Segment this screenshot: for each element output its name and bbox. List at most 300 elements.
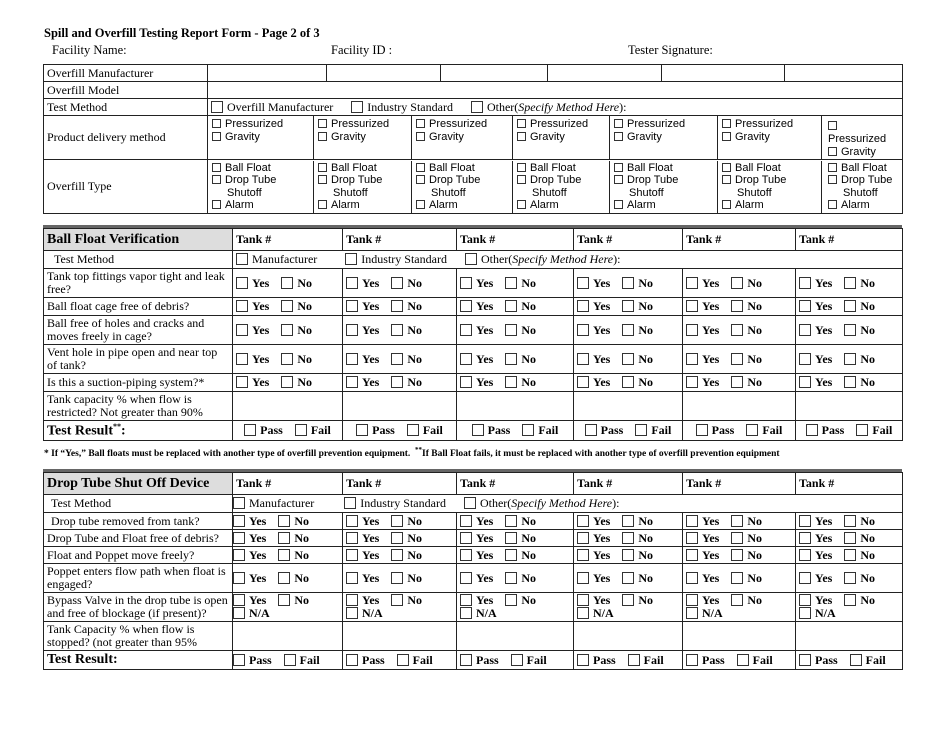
fail-checkbox[interactable] bbox=[284, 654, 296, 666]
pass-checkbox[interactable] bbox=[233, 654, 245, 666]
no-checkbox[interactable] bbox=[622, 549, 634, 561]
overfill-manufacturer-cell[interactable] bbox=[785, 65, 903, 82]
ball-float-checkbox[interactable] bbox=[722, 163, 731, 172]
pass-fail-cell bbox=[574, 651, 683, 670]
yes-label: Yes bbox=[252, 275, 270, 290]
gravity-checkbox[interactable] bbox=[212, 132, 221, 141]
no-checkbox[interactable] bbox=[278, 515, 290, 527]
other-method-checkbox[interactable] bbox=[464, 497, 476, 509]
yes-checkbox[interactable] bbox=[460, 532, 472, 544]
overfill-type-cell bbox=[717, 161, 821, 213]
yes-checkbox[interactable] bbox=[346, 572, 358, 584]
no-checkbox[interactable] bbox=[731, 515, 743, 527]
yes-checkbox[interactable] bbox=[577, 376, 589, 388]
capacity-input-cell[interactable] bbox=[233, 622, 343, 651]
ball-float-checkbox[interactable] bbox=[614, 163, 623, 172]
no-checkbox[interactable] bbox=[844, 515, 856, 527]
option-label: Drop Tube bbox=[331, 174, 383, 186]
yes-checkbox[interactable] bbox=[233, 594, 245, 606]
yes-checkbox[interactable] bbox=[686, 277, 698, 289]
yes-checkbox[interactable] bbox=[686, 324, 698, 336]
pass-label: Pass bbox=[249, 652, 272, 667]
no-checkbox[interactable] bbox=[505, 549, 517, 561]
option-label: Ball Float bbox=[735, 161, 781, 174]
yes-no-na-cell bbox=[683, 593, 796, 622]
no-checkbox[interactable] bbox=[731, 376, 743, 388]
no-checkbox[interactable] bbox=[622, 376, 634, 388]
yes-checkbox[interactable] bbox=[577, 353, 589, 365]
yes-checkbox[interactable] bbox=[577, 277, 589, 289]
na-label: N/A bbox=[476, 606, 497, 620]
drop-tube-checkbox[interactable] bbox=[517, 175, 526, 184]
yes-checkbox[interactable] bbox=[799, 549, 811, 561]
capacity-input-cell[interactable] bbox=[796, 622, 903, 651]
pressurized-checkbox[interactable] bbox=[828, 121, 837, 130]
yes-checkbox[interactable] bbox=[577, 324, 589, 336]
yes-checkbox[interactable] bbox=[686, 594, 698, 606]
test-result-row bbox=[44, 421, 903, 441]
industry-standard-checkbox[interactable] bbox=[344, 497, 356, 509]
overfill-type-label: Overfill Type bbox=[44, 160, 208, 214]
no-checkbox[interactable] bbox=[391, 549, 403, 561]
capacity-input-cell[interactable] bbox=[457, 622, 574, 651]
yes-checkbox[interactable] bbox=[686, 353, 698, 365]
no-checkbox[interactable] bbox=[622, 515, 634, 527]
fail-checkbox[interactable] bbox=[295, 424, 307, 436]
no-checkbox[interactable] bbox=[278, 572, 290, 584]
yes-checkbox[interactable] bbox=[460, 594, 472, 606]
no-checkbox[interactable] bbox=[844, 572, 856, 584]
overfill-model-cell[interactable] bbox=[208, 82, 903, 99]
yes-checkbox[interactable] bbox=[346, 376, 358, 388]
yes-checkbox[interactable] bbox=[346, 277, 358, 289]
no-checkbox[interactable] bbox=[391, 277, 403, 289]
yes-checkbox[interactable] bbox=[799, 324, 811, 336]
yes-checkbox[interactable] bbox=[799, 300, 811, 312]
overfill-model-label: Overfill Model bbox=[44, 82, 208, 99]
no-checkbox[interactable] bbox=[505, 532, 517, 544]
no-label: No bbox=[638, 570, 654, 585]
fail-checkbox[interactable] bbox=[746, 424, 758, 436]
no-checkbox[interactable] bbox=[505, 277, 517, 289]
yes-checkbox[interactable] bbox=[236, 300, 248, 312]
manufacturer-checkbox[interactable] bbox=[236, 253, 248, 265]
yes-checkbox[interactable] bbox=[799, 572, 811, 584]
overfill-manufacturer-cell[interactable] bbox=[548, 65, 662, 82]
no-label: No bbox=[860, 570, 876, 585]
capacity-input-cell[interactable] bbox=[343, 392, 457, 421]
no-checkbox[interactable] bbox=[731, 324, 743, 336]
no-label: No bbox=[747, 299, 763, 313]
no-checkbox[interactable] bbox=[281, 353, 293, 365]
pass-checkbox[interactable] bbox=[356, 424, 368, 436]
pass-label: Pass bbox=[821, 423, 845, 437]
drop-tube-checkbox[interactable] bbox=[212, 175, 221, 184]
industry-standard-checkbox[interactable] bbox=[345, 253, 357, 265]
no-checkbox[interactable] bbox=[844, 594, 856, 606]
no-checkbox[interactable] bbox=[278, 549, 290, 561]
yes-checkbox[interactable] bbox=[346, 324, 358, 336]
no-label: No bbox=[521, 593, 537, 607]
yes-no-cell bbox=[233, 269, 343, 298]
capacity-input-cell[interactable] bbox=[574, 392, 683, 421]
alarm-checkbox[interactable] bbox=[416, 200, 425, 209]
option-label: ): bbox=[613, 252, 621, 266]
pass-checkbox[interactable] bbox=[577, 654, 589, 666]
option-label: Pressurized bbox=[429, 118, 488, 130]
gravity-checkbox[interactable] bbox=[828, 147, 837, 156]
ball-float-table bbox=[43, 228, 903, 441]
question-row bbox=[44, 564, 903, 593]
no-checkbox[interactable] bbox=[731, 549, 743, 561]
no-checkbox[interactable] bbox=[391, 353, 403, 365]
no-checkbox[interactable] bbox=[844, 549, 856, 561]
no-checkbox[interactable] bbox=[622, 324, 634, 336]
capacity-input-cell[interactable] bbox=[574, 622, 683, 651]
yes-checkbox[interactable] bbox=[346, 353, 358, 365]
no-checkbox[interactable] bbox=[278, 532, 290, 544]
no-checkbox[interactable] bbox=[505, 572, 517, 584]
question-label: Drop tube removed from tank? bbox=[44, 513, 233, 530]
alarm-checkbox[interactable] bbox=[318, 200, 327, 209]
yes-checkbox[interactable] bbox=[236, 277, 248, 289]
option-label: Other( bbox=[486, 99, 519, 114]
option-label: Ball Float bbox=[225, 161, 271, 174]
pressurized-checkbox[interactable] bbox=[212, 119, 221, 128]
no-checkbox[interactable] bbox=[731, 532, 743, 544]
yes-checkbox[interactable] bbox=[686, 532, 698, 544]
yes-checkbox[interactable] bbox=[577, 594, 589, 606]
option-label: Gravity bbox=[735, 131, 770, 143]
question-label: Tank Capacity % when flow is stopped? (not greater than 95% bbox=[44, 622, 233, 651]
na-checkbox[interactable] bbox=[233, 607, 245, 619]
yes-label: Yes bbox=[249, 593, 267, 607]
yes-checkbox[interactable] bbox=[799, 515, 811, 527]
yes-checkbox[interactable] bbox=[460, 572, 472, 584]
no-checkbox[interactable] bbox=[844, 353, 856, 365]
manufacturer-checkbox[interactable] bbox=[233, 497, 245, 509]
yes-checkbox[interactable] bbox=[577, 532, 589, 544]
yes-checkbox[interactable] bbox=[577, 300, 589, 312]
no-label: No bbox=[407, 530, 423, 545]
pass-label: Pass bbox=[711, 423, 735, 437]
overfill-manufacturer-cell[interactable] bbox=[327, 65, 441, 82]
fail-checkbox[interactable] bbox=[407, 424, 419, 436]
pressurized-checkbox[interactable] bbox=[416, 119, 425, 128]
fail-label: Fail bbox=[310, 423, 331, 437]
pass-checkbox[interactable] bbox=[472, 424, 484, 436]
no-checkbox[interactable] bbox=[731, 277, 743, 289]
yes-label: Yes bbox=[252, 299, 270, 313]
yes-checkbox[interactable] bbox=[236, 324, 248, 336]
yes-checkbox[interactable] bbox=[460, 353, 472, 365]
yes-checkbox[interactable] bbox=[577, 515, 589, 527]
capacity-input-cell[interactable] bbox=[343, 622, 457, 651]
ball-float-checkbox[interactable] bbox=[212, 163, 221, 172]
yes-checkbox[interactable] bbox=[686, 572, 698, 584]
drop-tube-table bbox=[43, 472, 903, 670]
no-checkbox[interactable] bbox=[281, 277, 293, 289]
no-label: No bbox=[860, 513, 876, 528]
no-checkbox[interactable] bbox=[731, 594, 743, 606]
no-checkbox[interactable] bbox=[505, 324, 517, 336]
tank-number-header: Tank # bbox=[796, 473, 903, 495]
no-checkbox[interactable] bbox=[844, 376, 856, 388]
no-label: No bbox=[747, 351, 763, 366]
drop-tube-checkbox[interactable] bbox=[416, 175, 425, 184]
no-checkbox[interactable] bbox=[281, 376, 293, 388]
no-checkbox[interactable] bbox=[391, 572, 403, 584]
yes-checkbox[interactable] bbox=[233, 549, 245, 561]
fail-checkbox[interactable] bbox=[628, 654, 640, 666]
drop-tube-checkbox[interactable] bbox=[722, 175, 731, 184]
yes-checkbox[interactable] bbox=[799, 594, 811, 606]
na-checkbox[interactable] bbox=[460, 607, 472, 619]
pass-label: Pass bbox=[702, 652, 725, 667]
other-method-checkbox[interactable] bbox=[471, 101, 483, 113]
capacity-input-cell[interactable] bbox=[457, 392, 574, 421]
no-label: No bbox=[294, 513, 310, 528]
no-checkbox[interactable] bbox=[622, 277, 634, 289]
no-checkbox[interactable] bbox=[731, 572, 743, 584]
pass-checkbox[interactable] bbox=[346, 654, 358, 666]
overfill-manufacturer-row bbox=[44, 65, 903, 82]
na-checkbox[interactable] bbox=[799, 607, 811, 619]
pressurized-checkbox[interactable] bbox=[614, 119, 623, 128]
yes-checkbox[interactable] bbox=[577, 549, 589, 561]
no-checkbox[interactable] bbox=[391, 324, 403, 336]
overfill-manufacturer-cell[interactable] bbox=[662, 65, 785, 82]
yes-checkbox[interactable] bbox=[346, 300, 358, 312]
no-checkbox[interactable] bbox=[505, 376, 517, 388]
option-label: Industry Standard bbox=[367, 99, 453, 114]
yes-checkbox[interactable] bbox=[346, 515, 358, 527]
question-label: Tank top fittings vapor tight and leak free? bbox=[44, 269, 233, 298]
fail-checkbox[interactable] bbox=[856, 424, 868, 436]
gravity-checkbox[interactable] bbox=[614, 132, 623, 141]
yes-no-cell bbox=[457, 547, 574, 564]
gravity-checkbox[interactable] bbox=[517, 132, 526, 141]
option-label: Manufacturer bbox=[249, 496, 315, 510]
no-checkbox[interactable] bbox=[622, 300, 634, 312]
drop-tube-checkbox[interactable] bbox=[828, 175, 837, 184]
pass-checkbox[interactable] bbox=[244, 424, 256, 436]
yes-checkbox[interactable] bbox=[236, 376, 248, 388]
yes-no-na-cell bbox=[457, 593, 574, 622]
gravity-checkbox[interactable] bbox=[318, 132, 327, 141]
na-checkbox[interactable] bbox=[346, 607, 358, 619]
question-row bbox=[44, 593, 903, 622]
capacity-input-cell[interactable] bbox=[683, 392, 796, 421]
no-checkbox[interactable] bbox=[505, 353, 517, 365]
overfill-type-row bbox=[44, 160, 903, 214]
yes-no-cell bbox=[343, 513, 457, 530]
option-label: Alarm bbox=[331, 199, 360, 211]
fail-checkbox[interactable] bbox=[522, 424, 534, 436]
fail-label: Fail bbox=[762, 423, 783, 437]
no-checkbox[interactable] bbox=[622, 353, 634, 365]
na-checkbox[interactable] bbox=[686, 607, 698, 619]
tank-number-header: Tank # bbox=[457, 229, 574, 251]
yes-checkbox[interactable] bbox=[236, 353, 248, 365]
drop-tube-test-method-options bbox=[233, 495, 903, 513]
no-checkbox[interactable] bbox=[278, 594, 290, 606]
yes-checkbox[interactable] bbox=[686, 300, 698, 312]
fail-checkbox[interactable] bbox=[511, 654, 523, 666]
drop-tube-header-row bbox=[44, 473, 903, 495]
no-label: No bbox=[297, 351, 313, 366]
other-method-checkbox[interactable] bbox=[465, 253, 477, 265]
yes-checkbox[interactable] bbox=[346, 549, 358, 561]
yes-checkbox[interactable] bbox=[460, 549, 472, 561]
no-checkbox[interactable] bbox=[622, 594, 634, 606]
fail-checkbox[interactable] bbox=[635, 424, 647, 436]
no-checkbox[interactable] bbox=[622, 572, 634, 584]
yes-checkbox[interactable] bbox=[799, 376, 811, 388]
ball-float-checkbox[interactable] bbox=[828, 163, 837, 172]
no-checkbox[interactable] bbox=[391, 376, 403, 388]
gravity-checkbox[interactable] bbox=[416, 132, 425, 141]
yes-label: Yes bbox=[362, 351, 380, 366]
yes-no-cell bbox=[343, 269, 457, 298]
yes-checkbox[interactable] bbox=[233, 515, 245, 527]
yes-no-cell bbox=[683, 316, 796, 345]
yes-label: Yes bbox=[249, 570, 267, 585]
yes-label: Yes bbox=[362, 547, 380, 562]
overfill-manufacturer-checkbox[interactable] bbox=[211, 101, 223, 113]
yes-no-cell bbox=[457, 513, 574, 530]
alarm-checkbox[interactable] bbox=[614, 200, 623, 209]
drop-tube-checkbox[interactable] bbox=[614, 175, 623, 184]
yes-checkbox[interactable] bbox=[233, 532, 245, 544]
alarm-checkbox[interactable] bbox=[722, 200, 731, 209]
yes-no-cell bbox=[796, 564, 903, 593]
test-result-sup: ** bbox=[113, 421, 121, 431]
fail-checkbox[interactable] bbox=[737, 654, 749, 666]
no-checkbox[interactable] bbox=[391, 515, 403, 527]
yes-checkbox[interactable] bbox=[686, 515, 698, 527]
no-checkbox[interactable] bbox=[391, 532, 403, 544]
alarm-checkbox[interactable] bbox=[828, 200, 837, 209]
pressurized-checkbox[interactable] bbox=[517, 119, 526, 128]
yes-label: Yes bbox=[362, 513, 380, 528]
overfill-type-cell bbox=[609, 161, 717, 213]
yes-checkbox[interactable] bbox=[577, 572, 589, 584]
ball-float-checkbox[interactable] bbox=[517, 163, 526, 172]
yes-checkbox[interactable] bbox=[686, 549, 698, 561]
overfill-manufacturer-label: Overfill Manufacturer bbox=[44, 65, 208, 82]
no-label: No bbox=[747, 513, 763, 528]
yes-checkbox[interactable] bbox=[799, 277, 811, 289]
capacity-input-cell[interactable] bbox=[233, 392, 343, 421]
na-checkbox[interactable] bbox=[577, 607, 589, 619]
pass-checkbox[interactable] bbox=[799, 654, 811, 666]
delivery-cell bbox=[208, 116, 313, 159]
option-label: Ball Float bbox=[429, 161, 475, 174]
industry-standard-checkbox[interactable] bbox=[351, 101, 363, 113]
yes-label: Yes bbox=[249, 547, 267, 562]
pass-checkbox[interactable] bbox=[806, 424, 818, 436]
no-checkbox[interactable] bbox=[844, 532, 856, 544]
alarm-checkbox[interactable] bbox=[212, 200, 221, 209]
yes-checkbox[interactable] bbox=[460, 324, 472, 336]
tank-number-header: Tank # bbox=[233, 229, 343, 251]
option-label: Industry Standard bbox=[360, 496, 446, 510]
no-checkbox[interactable] bbox=[731, 300, 743, 312]
no-label: No bbox=[521, 530, 537, 545]
yes-checkbox[interactable] bbox=[799, 532, 811, 544]
yes-checkbox[interactable] bbox=[233, 572, 245, 584]
yes-no-cell bbox=[796, 547, 903, 564]
yes-checkbox[interactable] bbox=[686, 376, 698, 388]
yes-no-cell bbox=[683, 269, 796, 298]
option-label: Industry Standard bbox=[361, 252, 447, 266]
no-checkbox[interactable] bbox=[505, 515, 517, 527]
yes-label: Yes bbox=[593, 570, 611, 585]
yes-checkbox[interactable] bbox=[460, 376, 472, 388]
ball-float-checkbox[interactable] bbox=[416, 163, 425, 172]
delivery-cell bbox=[821, 116, 902, 159]
fail-checkbox[interactable] bbox=[397, 654, 409, 666]
no-checkbox[interactable] bbox=[844, 300, 856, 312]
no-label: No bbox=[521, 299, 537, 313]
pass-checkbox[interactable] bbox=[460, 654, 472, 666]
pass-checkbox[interactable] bbox=[696, 424, 708, 436]
yes-checkbox[interactable] bbox=[460, 300, 472, 312]
fail-label: Fail bbox=[872, 423, 893, 437]
yes-no-cell bbox=[457, 530, 574, 547]
yes-checkbox[interactable] bbox=[346, 532, 358, 544]
pass-label: Pass bbox=[593, 652, 616, 667]
no-checkbox[interactable] bbox=[391, 594, 403, 606]
pass-fail-cell bbox=[343, 651, 457, 670]
na-label: N/A bbox=[593, 606, 614, 620]
overfill-manufacturer-cell[interactable] bbox=[441, 65, 548, 82]
fail-checkbox[interactable] bbox=[850, 654, 862, 666]
pass-label: Pass bbox=[815, 652, 838, 667]
yes-checkbox[interactable] bbox=[460, 515, 472, 527]
yes-checkbox[interactable] bbox=[346, 594, 358, 606]
pressurized-checkbox[interactable] bbox=[722, 119, 731, 128]
alarm-checkbox[interactable] bbox=[517, 200, 526, 209]
overfill-model-row bbox=[44, 82, 903, 99]
no-checkbox[interactable] bbox=[731, 353, 743, 365]
pass-checkbox[interactable] bbox=[585, 424, 597, 436]
drop-tube-checkbox[interactable] bbox=[318, 175, 327, 184]
pressurized-checkbox[interactable] bbox=[318, 119, 327, 128]
capacity-input-cell[interactable] bbox=[683, 622, 796, 651]
no-checkbox[interactable] bbox=[281, 324, 293, 336]
no-checkbox[interactable] bbox=[622, 532, 634, 544]
tank-number-header: Tank # bbox=[574, 473, 683, 495]
pass-checkbox[interactable] bbox=[686, 654, 698, 666]
no-checkbox[interactable] bbox=[844, 277, 856, 289]
overfill-manufacturer-cell[interactable] bbox=[208, 65, 327, 82]
no-checkbox[interactable] bbox=[844, 324, 856, 336]
gravity-checkbox[interactable] bbox=[722, 132, 731, 141]
yes-checkbox[interactable] bbox=[460, 277, 472, 289]
capacity-input-cell[interactable] bbox=[796, 392, 903, 421]
test-method-label: Test Method bbox=[44, 495, 233, 513]
yes-checkbox[interactable] bbox=[799, 353, 811, 365]
no-checkbox[interactable] bbox=[281, 300, 293, 312]
no-checkbox[interactable] bbox=[391, 300, 403, 312]
yes-label: Yes bbox=[593, 513, 611, 528]
no-label: No bbox=[407, 593, 423, 607]
ball-float-checkbox[interactable] bbox=[318, 163, 327, 172]
no-checkbox[interactable] bbox=[505, 300, 517, 312]
no-checkbox[interactable] bbox=[505, 594, 517, 606]
